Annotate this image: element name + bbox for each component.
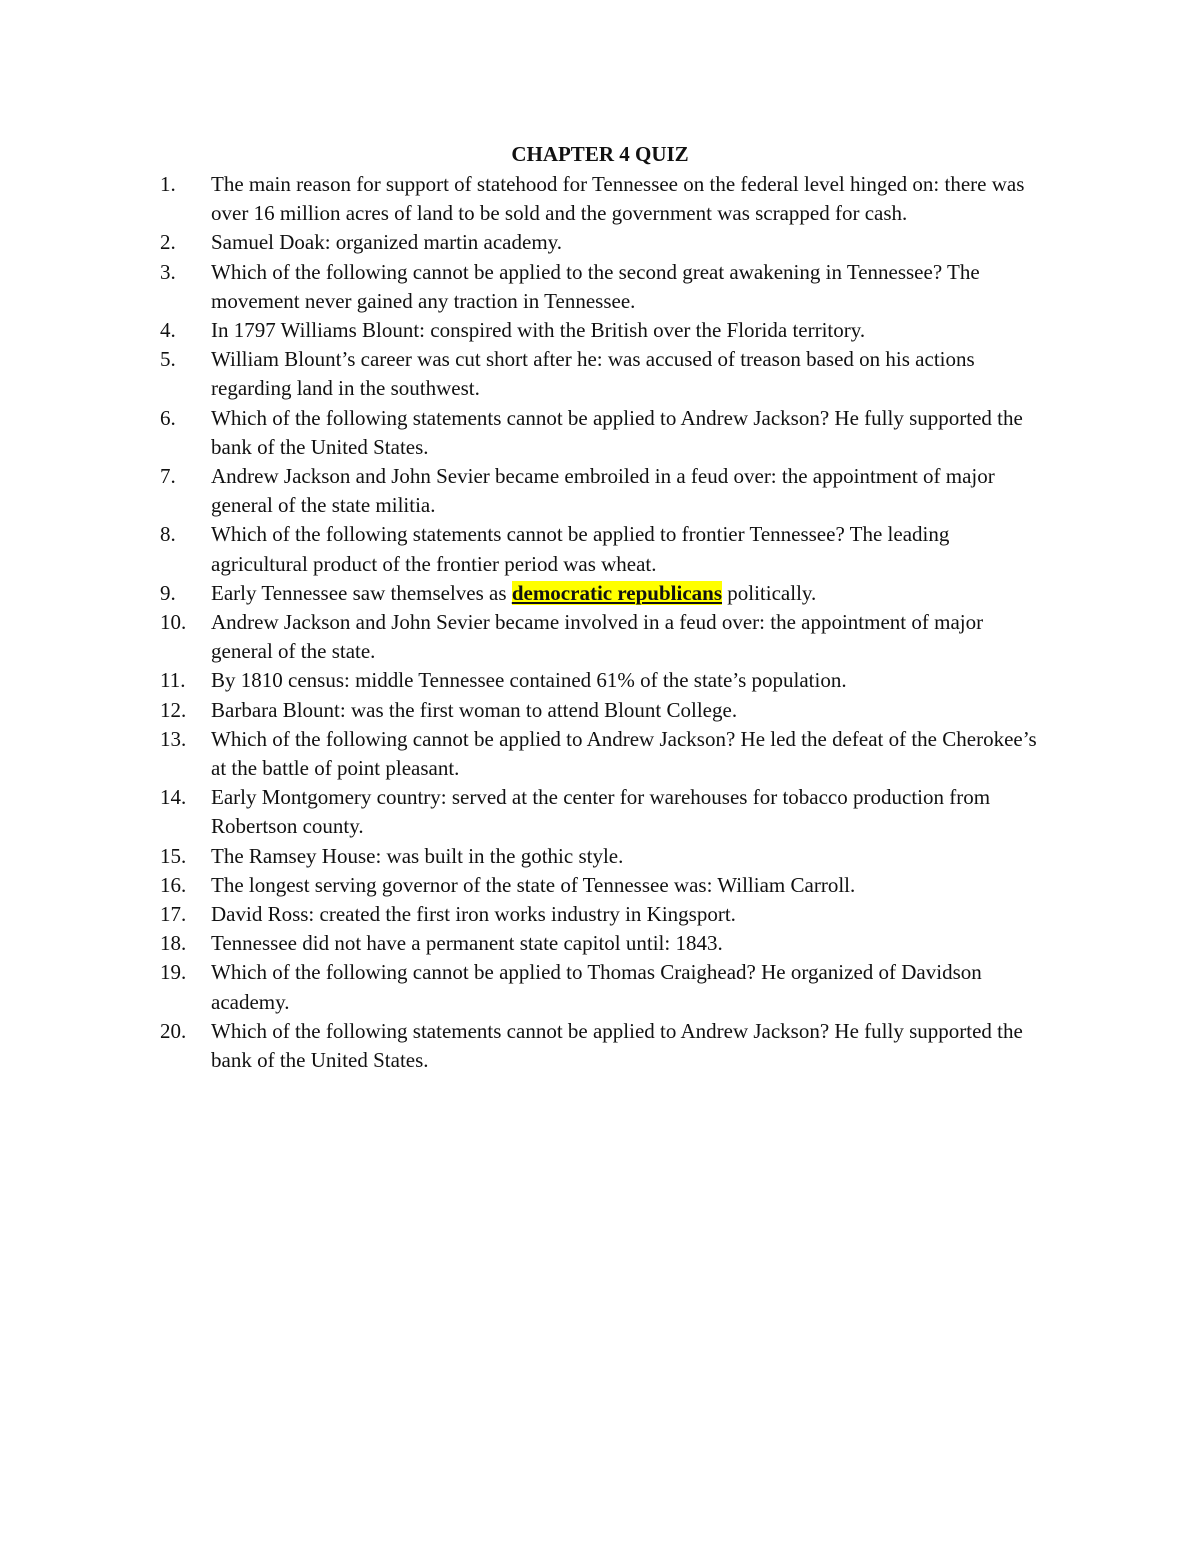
question-text: Tennessee did not have a permanent state capitol until: 1843. xyxy=(211,931,723,956)
question-number: 4. xyxy=(160,318,176,343)
question-text: Which of the following statements cannot be applied to frontier Tennessee? The leading agricultural product of the frontier period was wheat. xyxy=(211,522,950,576)
highlighted-answer: democratic republicans xyxy=(511,580,722,605)
question-number: 15. xyxy=(160,843,187,868)
question-text: Which of the following cannot be applied to the second great awakening in Tennessee? The movement never gained any traction in Tennessee. xyxy=(211,259,980,313)
list-item xyxy=(160,404,1050,462)
question-text: In 1797 Williams Blount: conspired with the British over the Florida territory. xyxy=(211,318,866,343)
question-number: 12. xyxy=(160,697,187,722)
question-text: The Ramsey House: was built in the gothic style. xyxy=(211,843,624,868)
list-item xyxy=(160,900,1050,929)
list-item xyxy=(160,170,1050,228)
question-number: 1. xyxy=(160,172,176,196)
question-number: 20. xyxy=(160,1018,187,1043)
question-number: 2. xyxy=(160,230,176,255)
question-number: 9. xyxy=(160,580,176,605)
question-text: Samuel Doak: organized martin academy. xyxy=(211,230,563,255)
list-item xyxy=(160,958,1050,1016)
list-item xyxy=(160,1017,1050,1075)
question-text: William Blount’s career was cut short after he: was accused of treason based on his actions regarding land in the southwest. xyxy=(211,347,975,401)
question-number: 8. xyxy=(160,522,176,547)
list-item xyxy=(160,783,1050,841)
question-number: 3. xyxy=(160,259,176,284)
question-text: The longest serving governor of the state of Tennessee was: William Carroll. xyxy=(211,872,856,897)
question-text: Early Montgomery country: served at the center for warehouses for tobacco production from Robertson county. xyxy=(211,785,991,839)
question-text-before: Early Tennessee saw themselves as xyxy=(211,580,512,605)
question-number: 10. xyxy=(160,610,187,635)
list-item xyxy=(160,258,1050,316)
question-text: Which of the following statements cannot be applied to Andrew Jackson? He fully supported the bank of the United States. xyxy=(211,405,1023,459)
list-item xyxy=(160,520,1050,578)
question-number: 14. xyxy=(160,785,187,810)
question-number: 11. xyxy=(160,668,186,693)
list-item xyxy=(160,842,1050,871)
question-text: Andrew Jackson and John Sevier became embroiled in a feud over: the appointment of major general of the state militia. xyxy=(211,464,995,518)
question-list xyxy=(160,170,1050,1075)
question-number: 7. xyxy=(160,464,176,489)
question-number: 13. xyxy=(160,726,187,751)
question-text: By 1810 census: middle Tennessee contained 61% of the state’s population. xyxy=(211,668,847,693)
list-item xyxy=(160,608,1050,666)
question-number: 16. xyxy=(160,872,187,897)
question-text: Andrew Jackson and John Sevier became involved in a feud over: the appointment of major general of the state. xyxy=(211,610,984,664)
question-text: Barbara Blount: was the first woman to attend Blount College. xyxy=(211,697,738,722)
question-text: David Ross: created the first iron works industry in Kingsport. xyxy=(211,902,736,927)
question-text: Which of the following cannot be applied to Thomas Craighead? He organized of Davidson academy. xyxy=(211,960,982,1014)
list-item xyxy=(160,929,1050,958)
list-item xyxy=(160,228,1050,257)
list-item xyxy=(160,666,1050,695)
list-item xyxy=(160,345,1050,403)
question-text-after: politically. xyxy=(722,580,817,605)
question-text: Which of the following statements cannot be applied to Andrew Jackson? He fully supported the bank of the United States. xyxy=(211,1018,1023,1073)
list-item xyxy=(160,579,1050,608)
page-title: CHAPTER 4 QUIZ xyxy=(511,142,689,166)
question-number: 6. xyxy=(160,405,176,430)
question-number: 17. xyxy=(160,902,187,927)
question-text: Which of the following cannot be applied to Andrew Jackson? He led the defeat of the Cherokee’s at the battle of point pleasant. xyxy=(211,726,1037,781)
list-item xyxy=(160,316,1050,345)
question-number: 5. xyxy=(160,347,176,372)
list-item xyxy=(160,462,1050,520)
question-text: The main reason for support of statehood for Tennessee on the federal level hinged on: there was over 16 million acres of land to be sold and the government was scrapped for cash. xyxy=(211,172,1025,226)
question-text xyxy=(211,579,1050,608)
list-item xyxy=(160,696,1050,725)
question-number: 19. xyxy=(160,960,187,985)
question-number: 18. xyxy=(160,931,187,956)
list-item xyxy=(160,725,1050,783)
list-item xyxy=(160,871,1050,900)
